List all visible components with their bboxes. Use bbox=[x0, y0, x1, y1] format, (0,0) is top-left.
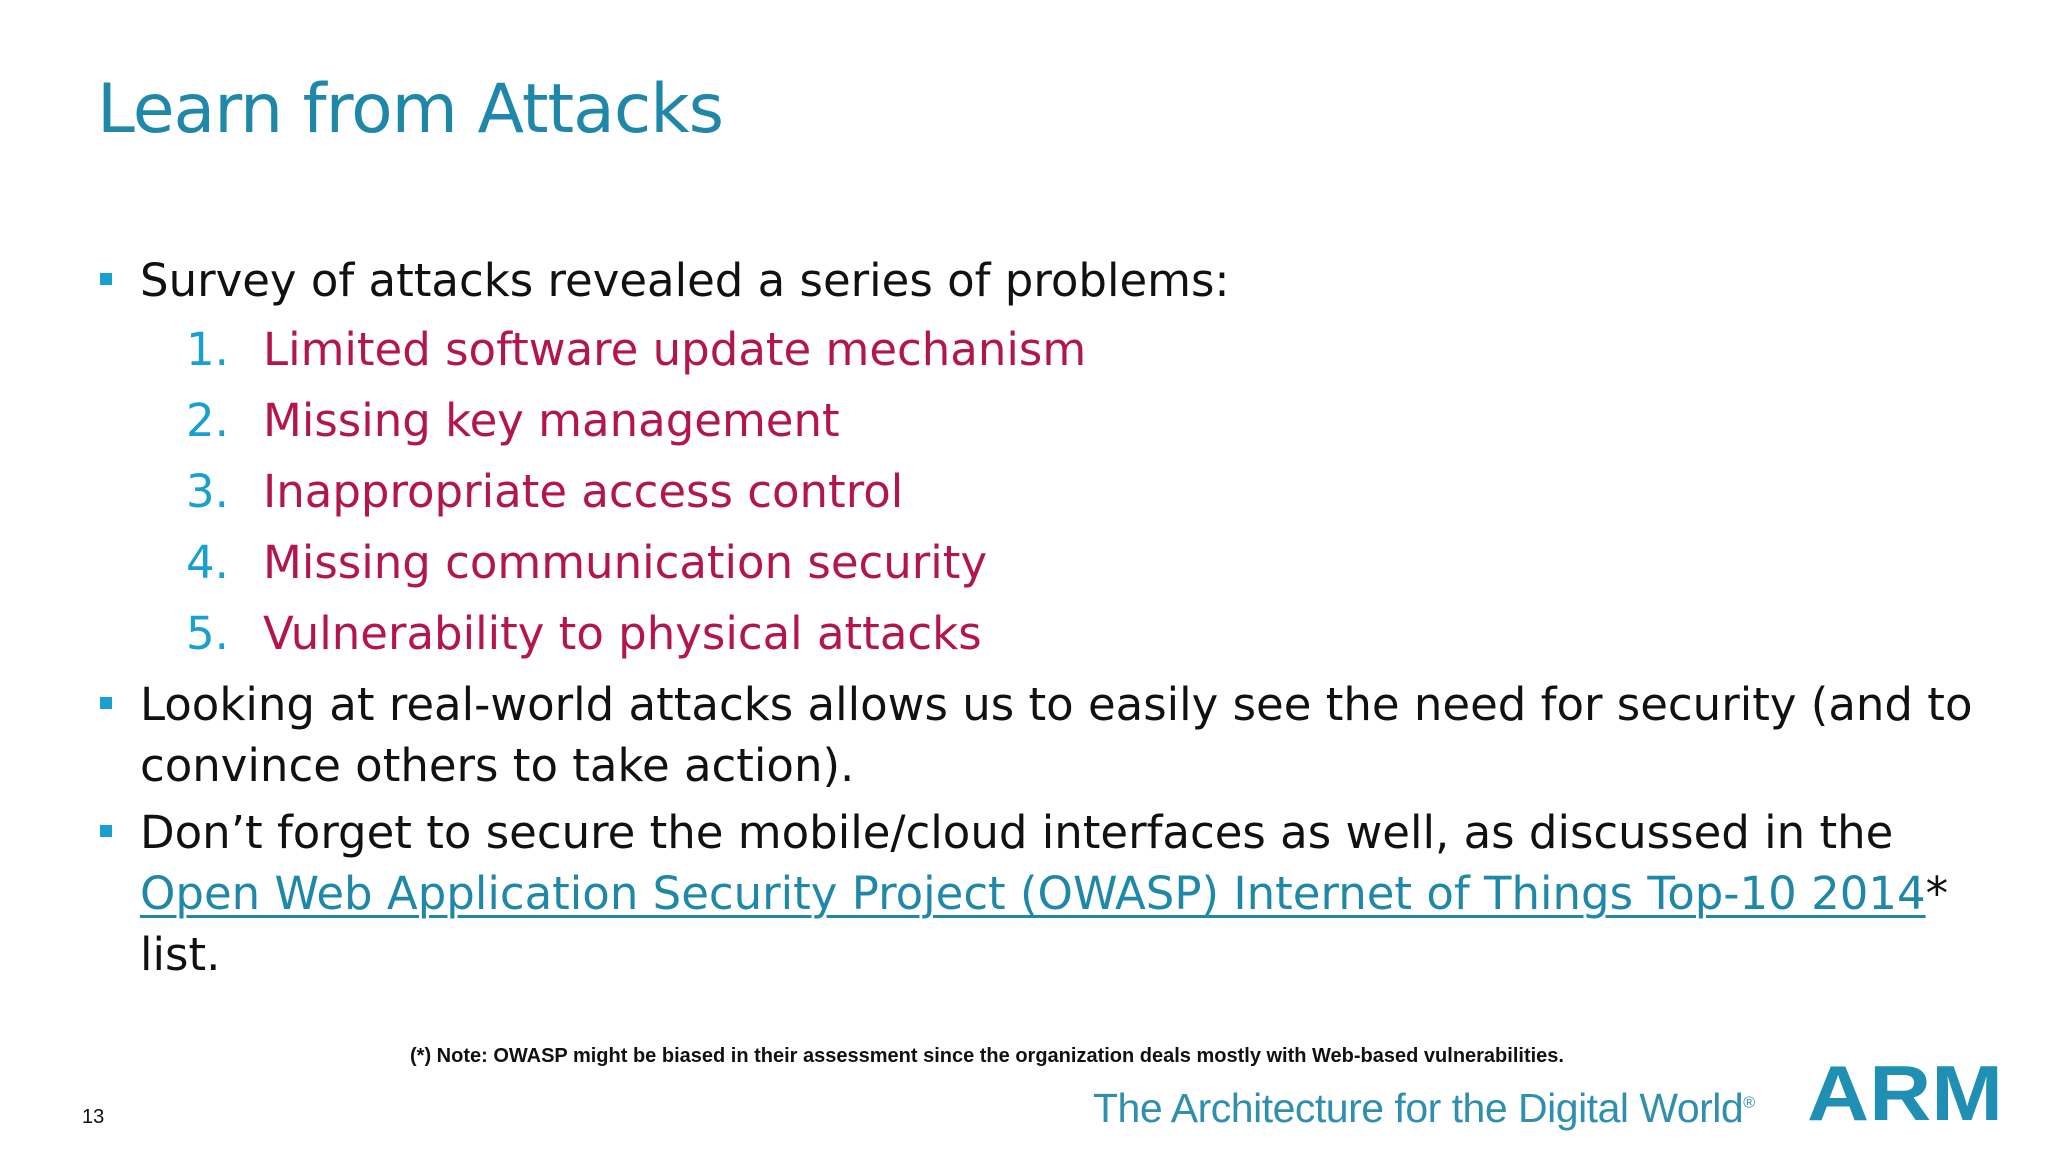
bullet-item bbox=[97, 250, 1977, 311]
bullet-text: Don’t forget to secure the mobile/cloud interfaces as well, as discussed in the bbox=[140, 806, 1894, 859]
item-number: 4. bbox=[186, 536, 229, 589]
tagline bbox=[1093, 1085, 1755, 1132]
tagline-text: The Architecture for the Digital World bbox=[1093, 1085, 1744, 1131]
numbered-item bbox=[97, 456, 1977, 527]
slide-body bbox=[97, 250, 1977, 985]
numbered-item-text: Inappropriate access control bbox=[263, 465, 904, 518]
numbered-item bbox=[97, 314, 1977, 385]
bullet-text-suffix: * list. bbox=[140, 867, 1949, 981]
numbered-item bbox=[97, 598, 1977, 669]
owasp-link[interactable]: Open Web Application Security Project (OWASP) Internet of Things Top-10 2014 bbox=[140, 867, 1926, 920]
slide-title: Learn from Attacks bbox=[97, 70, 724, 149]
square-bullet-icon bbox=[100, 825, 112, 837]
numbered-item-text: Vulnerability to physical attacks bbox=[263, 607, 982, 660]
numbered-item-text: Missing key management bbox=[263, 394, 840, 447]
registered-mark: ® bbox=[1743, 1094, 1755, 1112]
bullet-item bbox=[97, 674, 1977, 796]
numbered-item bbox=[97, 527, 1977, 598]
bullet-text: Looking at real-world attacks allows us to easily see the need for security (and to convince others to take action). bbox=[140, 678, 1973, 792]
square-bullet-icon bbox=[100, 697, 112, 709]
page-number: 13 bbox=[82, 1106, 105, 1128]
item-number: 2. bbox=[186, 394, 229, 447]
numbered-item-text: Limited software update mechanism bbox=[263, 323, 1087, 376]
item-number: 1. bbox=[186, 323, 229, 376]
arm-logo-text: ARM bbox=[1807, 1058, 2003, 1128]
item-number: 3. bbox=[186, 465, 229, 518]
bullet-text: Survey of attacks revealed a series of problems: bbox=[140, 254, 1230, 307]
numbered-item-text: Missing communication security bbox=[263, 536, 988, 589]
square-bullet-icon bbox=[100, 273, 112, 285]
numbered-list bbox=[97, 314, 1977, 669]
item-number: 5. bbox=[186, 607, 229, 660]
numbered-item bbox=[97, 385, 1977, 456]
footnote: (*) Note: OWASP might be biased in their assessment since the organization deals mostly with Web-based vulnerabilities. bbox=[410, 1045, 1564, 1067]
bullet-item bbox=[97, 802, 1977, 985]
arm-logo-icon bbox=[1805, 1058, 2005, 1128]
